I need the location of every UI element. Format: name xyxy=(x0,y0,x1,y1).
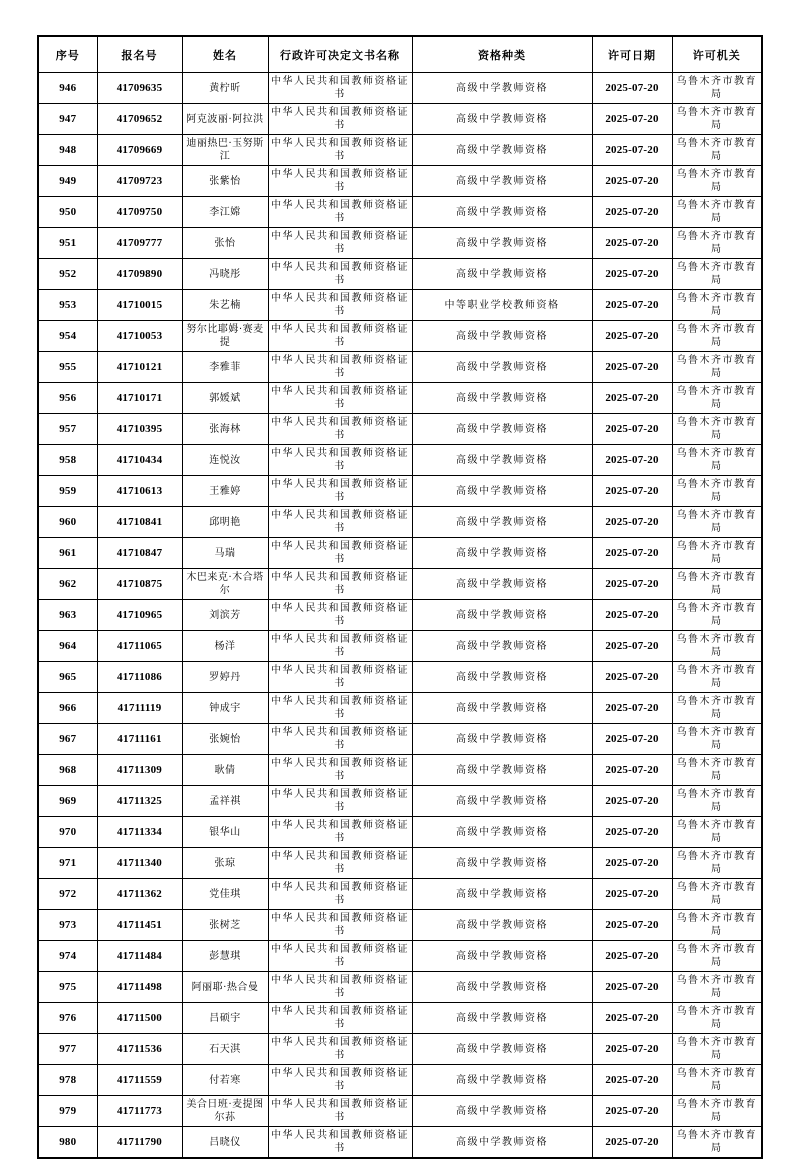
cell-license-authority: 乌鲁木齐市教育局 xyxy=(672,321,762,352)
table-row xyxy=(38,197,762,228)
cell-qualification-type: 高级中学教师资格 xyxy=(412,755,592,786)
cell-license-authority: 乌鲁木齐市教育局 xyxy=(672,259,762,290)
cell-name: 付若寒 xyxy=(182,1065,268,1096)
table-row xyxy=(38,1127,762,1159)
cell-registration-number: 41709750 xyxy=(97,197,182,228)
cell-document-name: 中华人民共和国教师资格证书 xyxy=(268,73,412,104)
cell-serial-number: 959 xyxy=(38,476,97,507)
cell-license-date: 2025-07-20 xyxy=(592,972,672,1003)
cell-qualification-type: 高级中学教师资格 xyxy=(412,352,592,383)
cell-license-authority: 乌鲁木齐市教育局 xyxy=(672,1065,762,1096)
cell-license-authority: 乌鲁木齐市教育局 xyxy=(672,755,762,786)
cell-serial-number: 960 xyxy=(38,507,97,538)
cell-document-name: 中华人民共和国教师资格证书 xyxy=(268,1127,412,1159)
cell-document-name: 中华人民共和国教师资格证书 xyxy=(268,197,412,228)
cell-document-name: 中华人民共和国教师资格证书 xyxy=(268,600,412,631)
cell-registration-number: 41709890 xyxy=(97,259,182,290)
cell-name: 连悦汝 xyxy=(182,445,268,476)
cell-registration-number: 41711065 xyxy=(97,631,182,662)
license-table xyxy=(37,35,763,1159)
cell-serial-number: 978 xyxy=(38,1065,97,1096)
cell-name: 郭媛斌 xyxy=(182,383,268,414)
cell-registration-number: 41711536 xyxy=(97,1034,182,1065)
cell-license-date: 2025-07-20 xyxy=(592,879,672,910)
cell-serial-number: 953 xyxy=(38,290,97,321)
cell-name: 吕硕宇 xyxy=(182,1003,268,1034)
header-qualification-type: 资格种类 xyxy=(412,36,592,73)
cell-serial-number: 962 xyxy=(38,569,97,600)
cell-name: 努尔比耶姆·赛麦提 xyxy=(182,321,268,352)
cell-qualification-type: 高级中学教师资格 xyxy=(412,1096,592,1127)
cell-serial-number: 952 xyxy=(38,259,97,290)
cell-name: 石天淇 xyxy=(182,1034,268,1065)
cell-name: 木巴来克·木合塔尔 xyxy=(182,569,268,600)
header-license-date: 许可日期 xyxy=(592,36,672,73)
cell-license-date: 2025-07-20 xyxy=(592,228,672,259)
cell-license-date: 2025-07-20 xyxy=(592,507,672,538)
table-row xyxy=(38,445,762,476)
cell-document-name: 中华人民共和国教师资格证书 xyxy=(268,848,412,879)
cell-license-date: 2025-07-20 xyxy=(592,135,672,166)
cell-registration-number: 41710875 xyxy=(97,569,182,600)
cell-serial-number: 954 xyxy=(38,321,97,352)
cell-license-date: 2025-07-20 xyxy=(592,817,672,848)
cell-license-date: 2025-07-20 xyxy=(592,693,672,724)
cell-document-name: 中华人民共和国教师资格证书 xyxy=(268,693,412,724)
cell-document-name: 中华人民共和国教师资格证书 xyxy=(268,972,412,1003)
cell-license-date: 2025-07-20 xyxy=(592,848,672,879)
table-row xyxy=(38,631,762,662)
cell-registration-number: 41711362 xyxy=(97,879,182,910)
cell-document-name: 中华人民共和国教师资格证书 xyxy=(268,662,412,693)
cell-license-date: 2025-07-20 xyxy=(592,1034,672,1065)
cell-name: 吕晓仪 xyxy=(182,1127,268,1159)
cell-serial-number: 974 xyxy=(38,941,97,972)
cell-license-date: 2025-07-20 xyxy=(592,259,672,290)
cell-serial-number: 971 xyxy=(38,848,97,879)
cell-document-name: 中华人民共和国教师资格证书 xyxy=(268,569,412,600)
cell-registration-number: 41711309 xyxy=(97,755,182,786)
cell-qualification-type: 高级中学教师资格 xyxy=(412,631,592,662)
cell-qualification-type: 高级中学教师资格 xyxy=(412,786,592,817)
cell-license-authority: 乌鲁木齐市教育局 xyxy=(672,631,762,662)
cell-qualification-type: 高级中学教师资格 xyxy=(412,1034,592,1065)
cell-qualification-type: 高级中学教师资格 xyxy=(412,73,592,104)
table-row xyxy=(38,259,762,290)
cell-license-authority: 乌鲁木齐市教育局 xyxy=(672,972,762,1003)
cell-serial-number: 957 xyxy=(38,414,97,445)
cell-registration-number: 41710434 xyxy=(97,445,182,476)
cell-serial-number: 968 xyxy=(38,755,97,786)
cell-qualification-type: 高级中学教师资格 xyxy=(412,972,592,1003)
cell-license-authority: 乌鲁木齐市教育局 xyxy=(672,848,762,879)
cell-serial-number: 949 xyxy=(38,166,97,197)
cell-registration-number: 41710015 xyxy=(97,290,182,321)
cell-serial-number: 955 xyxy=(38,352,97,383)
cell-serial-number: 947 xyxy=(38,104,97,135)
cell-serial-number: 975 xyxy=(38,972,97,1003)
cell-document-name: 中华人民共和国教师资格证书 xyxy=(268,538,412,569)
cell-serial-number: 950 xyxy=(38,197,97,228)
table-row xyxy=(38,476,762,507)
cell-serial-number: 970 xyxy=(38,817,97,848)
cell-qualification-type: 高级中学教师资格 xyxy=(412,941,592,972)
cell-license-date: 2025-07-20 xyxy=(592,197,672,228)
table-row xyxy=(38,290,762,321)
cell-license-authority: 乌鲁木齐市教育局 xyxy=(672,662,762,693)
cell-document-name: 中华人民共和国教师资格证书 xyxy=(268,507,412,538)
cell-name: 孟祥祺 xyxy=(182,786,268,817)
cell-name: 刘滨芳 xyxy=(182,600,268,631)
cell-registration-number: 41711451 xyxy=(97,910,182,941)
cell-registration-number: 41711086 xyxy=(97,662,182,693)
cell-license-authority: 乌鲁木齐市教育局 xyxy=(672,693,762,724)
cell-license-date: 2025-07-20 xyxy=(592,383,672,414)
cell-license-date: 2025-07-20 xyxy=(592,538,672,569)
cell-document-name: 中华人民共和国教师资格证书 xyxy=(268,383,412,414)
cell-document-name: 中华人民共和国教师资格证书 xyxy=(268,259,412,290)
cell-name: 张紫怡 xyxy=(182,166,268,197)
cell-license-date: 2025-07-20 xyxy=(592,476,672,507)
cell-name: 张琼 xyxy=(182,848,268,879)
cell-license-authority: 乌鲁木齐市教育局 xyxy=(672,879,762,910)
table-row xyxy=(38,538,762,569)
cell-name: 罗婷丹 xyxy=(182,662,268,693)
cell-document-name: 中华人民共和国教师资格证书 xyxy=(268,228,412,259)
cell-serial-number: 977 xyxy=(38,1034,97,1065)
cell-serial-number: 972 xyxy=(38,879,97,910)
cell-qualification-type: 高级中学教师资格 xyxy=(412,879,592,910)
cell-qualification-type: 高级中学教师资格 xyxy=(412,321,592,352)
table-row xyxy=(38,1065,762,1096)
table-row xyxy=(38,228,762,259)
cell-qualification-type: 高级中学教师资格 xyxy=(412,476,592,507)
cell-license-date: 2025-07-20 xyxy=(592,662,672,693)
cell-name: 李雅菲 xyxy=(182,352,268,383)
cell-registration-number: 41709723 xyxy=(97,166,182,197)
table-row xyxy=(38,879,762,910)
cell-license-authority: 乌鲁木齐市教育局 xyxy=(672,197,762,228)
cell-document-name: 中华人民共和国教师资格证书 xyxy=(268,786,412,817)
cell-serial-number: 956 xyxy=(38,383,97,414)
cell-qualification-type: 高级中学教师资格 xyxy=(412,104,592,135)
cell-registration-number: 41710171 xyxy=(97,383,182,414)
cell-document-name: 中华人民共和国教师资格证书 xyxy=(268,1065,412,1096)
cell-name: 邱明艳 xyxy=(182,507,268,538)
cell-name: 阿克波丽·阿拉洪 xyxy=(182,104,268,135)
table-row xyxy=(38,848,762,879)
cell-license-authority: 乌鲁木齐市教育局 xyxy=(672,1003,762,1034)
cell-registration-number: 41711119 xyxy=(97,693,182,724)
cell-document-name: 中华人民共和国教师资格证书 xyxy=(268,445,412,476)
cell-name: 耿倩 xyxy=(182,755,268,786)
cell-qualification-type: 高级中学教师资格 xyxy=(412,724,592,755)
cell-document-name: 中华人民共和国教师资格证书 xyxy=(268,941,412,972)
cell-license-date: 2025-07-20 xyxy=(592,104,672,135)
cell-qualification-type: 高级中学教师资格 xyxy=(412,569,592,600)
table-row xyxy=(38,662,762,693)
cell-document-name: 中华人民共和国教师资格证书 xyxy=(268,879,412,910)
cell-serial-number: 951 xyxy=(38,228,97,259)
cell-license-authority: 乌鲁木齐市教育局 xyxy=(672,1096,762,1127)
cell-license-date: 2025-07-20 xyxy=(592,569,672,600)
cell-license-date: 2025-07-20 xyxy=(592,414,672,445)
cell-license-authority: 乌鲁木齐市教育局 xyxy=(672,1034,762,1065)
table-row xyxy=(38,786,762,817)
cell-qualification-type: 高级中学教师资格 xyxy=(412,1127,592,1159)
cell-license-date: 2025-07-20 xyxy=(592,941,672,972)
cell-qualification-type: 高级中学教师资格 xyxy=(412,817,592,848)
table-row xyxy=(38,352,762,383)
cell-license-authority: 乌鲁木齐市教育局 xyxy=(672,507,762,538)
header-document-name: 行政许可决定文书名称 xyxy=(268,36,412,73)
cell-serial-number: 967 xyxy=(38,724,97,755)
cell-qualification-type: 高级中学教师资格 xyxy=(412,414,592,445)
cell-license-date: 2025-07-20 xyxy=(592,1127,672,1159)
cell-name: 杨洋 xyxy=(182,631,268,662)
cell-registration-number: 41711790 xyxy=(97,1127,182,1159)
cell-registration-number: 41709669 xyxy=(97,135,182,166)
cell-document-name: 中华人民共和国教师资格证书 xyxy=(268,476,412,507)
cell-document-name: 中华人民共和国教师资格证书 xyxy=(268,1034,412,1065)
cell-qualification-type: 高级中学教师资格 xyxy=(412,259,592,290)
cell-document-name: 中华人民共和国教师资格证书 xyxy=(268,135,412,166)
cell-document-name: 中华人民共和国教师资格证书 xyxy=(268,352,412,383)
cell-license-authority: 乌鲁木齐市教育局 xyxy=(672,383,762,414)
cell-serial-number: 965 xyxy=(38,662,97,693)
cell-document-name: 中华人民共和国教师资格证书 xyxy=(268,321,412,352)
cell-serial-number: 979 xyxy=(38,1096,97,1127)
cell-registration-number: 41711773 xyxy=(97,1096,182,1127)
cell-registration-number: 41711334 xyxy=(97,817,182,848)
cell-registration-number: 41711498 xyxy=(97,972,182,1003)
cell-document-name: 中华人民共和国教师资格证书 xyxy=(268,1096,412,1127)
table-row xyxy=(38,507,762,538)
cell-qualification-type: 高级中学教师资格 xyxy=(412,135,592,166)
cell-license-authority: 乌鲁木齐市教育局 xyxy=(672,724,762,755)
table-row xyxy=(38,104,762,135)
cell-qualification-type: 高级中学教师资格 xyxy=(412,538,592,569)
cell-license-date: 2025-07-20 xyxy=(592,631,672,662)
cell-serial-number: 973 xyxy=(38,910,97,941)
table-row xyxy=(38,910,762,941)
cell-qualification-type: 高级中学教师资格 xyxy=(412,445,592,476)
cell-qualification-type: 高级中学教师资格 xyxy=(412,693,592,724)
cell-serial-number: 980 xyxy=(38,1127,97,1159)
cell-qualification-type: 高级中学教师资格 xyxy=(412,383,592,414)
cell-qualification-type: 高级中学教师资格 xyxy=(412,197,592,228)
cell-name: 冯晓彤 xyxy=(182,259,268,290)
cell-registration-number: 41711325 xyxy=(97,786,182,817)
cell-document-name: 中华人民共和国教师资格证书 xyxy=(268,724,412,755)
cell-qualification-type: 高级中学教师资格 xyxy=(412,1065,592,1096)
cell-license-date: 2025-07-20 xyxy=(592,445,672,476)
cell-license-authority: 乌鲁木齐市教育局 xyxy=(672,910,762,941)
cell-serial-number: 948 xyxy=(38,135,97,166)
cell-registration-number: 41710395 xyxy=(97,414,182,445)
cell-license-authority: 乌鲁木齐市教育局 xyxy=(672,352,762,383)
cell-license-authority: 乌鲁木齐市教育局 xyxy=(672,166,762,197)
cell-name: 钟成宇 xyxy=(182,693,268,724)
cell-registration-number: 41709652 xyxy=(97,104,182,135)
cell-registration-number: 41711340 xyxy=(97,848,182,879)
cell-license-date: 2025-07-20 xyxy=(592,1065,672,1096)
cell-serial-number: 969 xyxy=(38,786,97,817)
cell-license-date: 2025-07-20 xyxy=(592,1003,672,1034)
cell-serial-number: 946 xyxy=(38,73,97,104)
cell-serial-number: 963 xyxy=(38,600,97,631)
cell-document-name: 中华人民共和国教师资格证书 xyxy=(268,631,412,662)
cell-document-name: 中华人民共和国教师资格证书 xyxy=(268,817,412,848)
cell-license-authority: 乌鲁木齐市教育局 xyxy=(672,1127,762,1159)
cell-registration-number: 41710841 xyxy=(97,507,182,538)
cell-qualification-type: 高级中学教师资格 xyxy=(412,662,592,693)
cell-name: 彭慧琪 xyxy=(182,941,268,972)
cell-license-authority: 乌鲁木齐市教育局 xyxy=(672,941,762,972)
cell-qualification-type: 高级中学教师资格 xyxy=(412,600,592,631)
cell-name: 党佳琪 xyxy=(182,879,268,910)
table-row xyxy=(38,321,762,352)
table-row xyxy=(38,383,762,414)
cell-license-date: 2025-07-20 xyxy=(592,755,672,786)
table-row xyxy=(38,693,762,724)
table-row xyxy=(38,1003,762,1034)
table-row xyxy=(38,1096,762,1127)
cell-serial-number: 958 xyxy=(38,445,97,476)
cell-license-authority: 乌鲁木齐市教育局 xyxy=(672,290,762,321)
table-row xyxy=(38,1034,762,1065)
cell-qualification-type: 高级中学教师资格 xyxy=(412,228,592,259)
table-row xyxy=(38,73,762,104)
cell-license-date: 2025-07-20 xyxy=(592,321,672,352)
table-row xyxy=(38,755,762,786)
cell-license-date: 2025-07-20 xyxy=(592,290,672,321)
cell-name: 黄柠昕 xyxy=(182,73,268,104)
cell-document-name: 中华人民共和国教师资格证书 xyxy=(268,755,412,786)
cell-registration-number: 41710847 xyxy=(97,538,182,569)
cell-registration-number: 41711559 xyxy=(97,1065,182,1096)
cell-document-name: 中华人民共和国教师资格证书 xyxy=(268,414,412,445)
cell-name: 张海林 xyxy=(182,414,268,445)
cell-serial-number: 964 xyxy=(38,631,97,662)
cell-license-date: 2025-07-20 xyxy=(592,166,672,197)
table-row xyxy=(38,166,762,197)
cell-license-date: 2025-07-20 xyxy=(592,352,672,383)
cell-license-date: 2025-07-20 xyxy=(592,73,672,104)
cell-serial-number: 961 xyxy=(38,538,97,569)
cell-registration-number: 41709635 xyxy=(97,73,182,104)
cell-license-authority: 乌鲁木齐市教育局 xyxy=(672,786,762,817)
cell-document-name: 中华人民共和国教师资格证书 xyxy=(268,1003,412,1034)
header-registration-number: 报名号 xyxy=(97,36,182,73)
cell-license-authority: 乌鲁木齐市教育局 xyxy=(672,104,762,135)
cell-name: 朱艺楠 xyxy=(182,290,268,321)
cell-license-authority: 乌鲁木齐市教育局 xyxy=(672,476,762,507)
cell-name: 银华山 xyxy=(182,817,268,848)
cell-license-authority: 乌鲁木齐市教育局 xyxy=(672,135,762,166)
cell-license-authority: 乌鲁木齐市教育局 xyxy=(672,228,762,259)
table-row xyxy=(38,941,762,972)
table-header-row xyxy=(38,36,762,73)
cell-qualification-type: 高级中学教师资格 xyxy=(412,507,592,538)
cell-qualification-type: 中等职业学校教师资格 xyxy=(412,290,592,321)
cell-name: 李江嫦 xyxy=(182,197,268,228)
header-name: 姓名 xyxy=(182,36,268,73)
cell-qualification-type: 高级中学教师资格 xyxy=(412,910,592,941)
header-serial-number: 序号 xyxy=(38,36,97,73)
cell-registration-number: 41710965 xyxy=(97,600,182,631)
cell-license-authority: 乌鲁木齐市教育局 xyxy=(672,538,762,569)
cell-license-authority: 乌鲁木齐市教育局 xyxy=(672,73,762,104)
table-row xyxy=(38,600,762,631)
cell-registration-number: 41709777 xyxy=(97,228,182,259)
cell-license-date: 2025-07-20 xyxy=(592,910,672,941)
table-row xyxy=(38,724,762,755)
cell-license-authority: 乌鲁木齐市教育局 xyxy=(672,414,762,445)
cell-license-authority: 乌鲁木齐市教育局 xyxy=(672,817,762,848)
cell-name: 美合日班·麦提图尔荪 xyxy=(182,1096,268,1127)
cell-name: 王雅婷 xyxy=(182,476,268,507)
cell-license-date: 2025-07-20 xyxy=(592,600,672,631)
cell-qualification-type: 高级中学教师资格 xyxy=(412,1003,592,1034)
cell-name: 马瑞 xyxy=(182,538,268,569)
cell-serial-number: 976 xyxy=(38,1003,97,1034)
cell-qualification-type: 高级中学教师资格 xyxy=(412,166,592,197)
cell-name: 阿丽耶·热合曼 xyxy=(182,972,268,1003)
cell-name: 迪丽热巴·玉努斯江 xyxy=(182,135,268,166)
table-row xyxy=(38,414,762,445)
cell-name: 张婉怡 xyxy=(182,724,268,755)
table-row xyxy=(38,817,762,848)
cell-license-date: 2025-07-20 xyxy=(592,786,672,817)
header-license-authority: 许可机关 xyxy=(672,36,762,73)
cell-license-date: 2025-07-20 xyxy=(592,724,672,755)
cell-registration-number: 41710613 xyxy=(97,476,182,507)
cell-document-name: 中华人民共和国教师资格证书 xyxy=(268,290,412,321)
cell-qualification-type: 高级中学教师资格 xyxy=(412,848,592,879)
cell-name: 张树芝 xyxy=(182,910,268,941)
cell-registration-number: 41710053 xyxy=(97,321,182,352)
cell-document-name: 中华人民共和国教师资格证书 xyxy=(268,166,412,197)
cell-document-name: 中华人民共和国教师资格证书 xyxy=(268,104,412,135)
table-row xyxy=(38,135,762,166)
table-row xyxy=(38,569,762,600)
cell-license-authority: 乌鲁木齐市教育局 xyxy=(672,569,762,600)
cell-license-authority: 乌鲁木齐市教育局 xyxy=(672,600,762,631)
cell-document-name: 中华人民共和国教师资格证书 xyxy=(268,910,412,941)
table-row xyxy=(38,972,762,1003)
cell-registration-number: 41710121 xyxy=(97,352,182,383)
cell-license-date: 2025-07-20 xyxy=(592,1096,672,1127)
cell-serial-number: 966 xyxy=(38,693,97,724)
cell-name: 张怡 xyxy=(182,228,268,259)
cell-license-authority: 乌鲁木齐市教育局 xyxy=(672,445,762,476)
cell-registration-number: 41711484 xyxy=(97,941,182,972)
cell-registration-number: 41711161 xyxy=(97,724,182,755)
cell-registration-number: 41711500 xyxy=(97,1003,182,1034)
